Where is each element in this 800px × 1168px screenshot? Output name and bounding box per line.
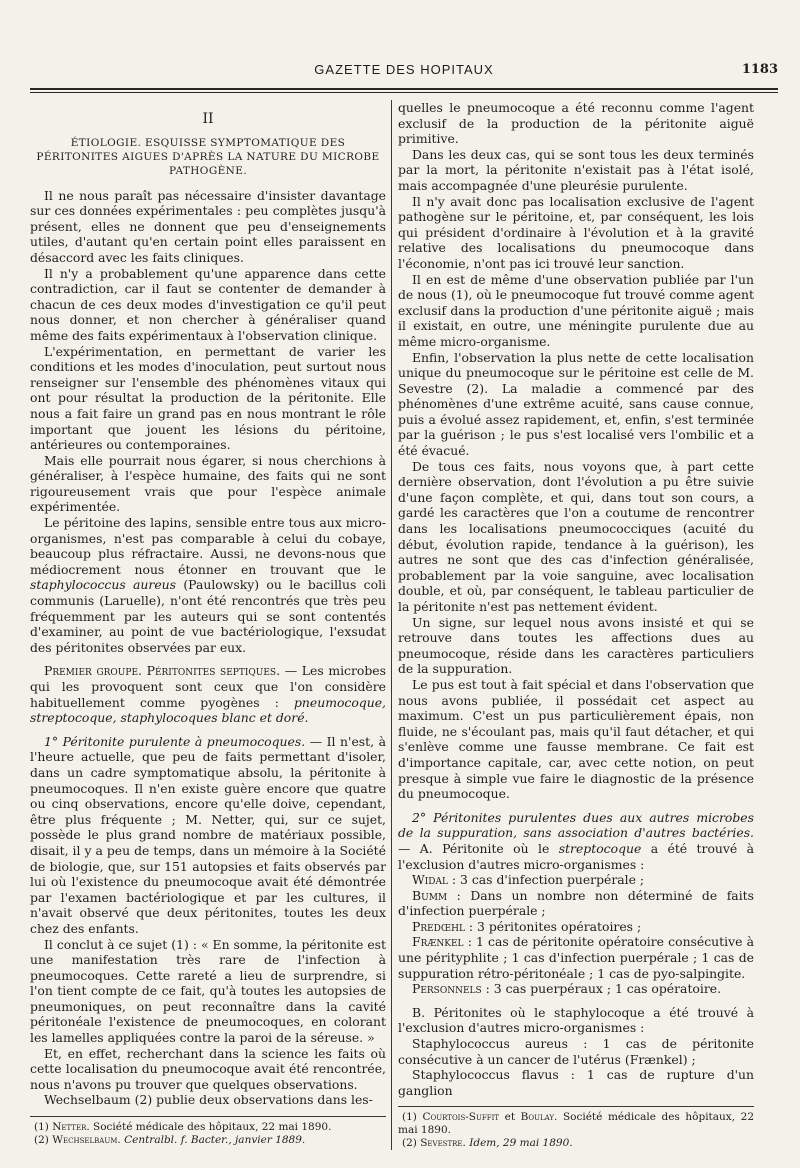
footnote: (2) Sevestre. Idem, 29 mai 1890. [402,1137,573,1150]
column-divider [391,100,392,1150]
paragraph: De tous ces faits, nous voyons que, à part cette dernière observation, dont l'évolution a pu être suivie d'une façon complète, et qui, dans tout son cours, a gardé les caractères que l'on a coutume de rencontrer dans les localisations pneumococciques (acuité du début, évolution rapide, tendance à la guérison), les autres ne sont que des cas d'infection généralisée, probablement par la voie sanguine, avec localisation double, et où, par conséquent, le tableau particulier de la péritonite n'est pas nettement évident. [398,458,754,614]
right-column [398,100,754,1150]
header-rule [30,88,778,90]
paragraph: Mais elle pourrait nous égarer, si nous cherchions à généraliser, à l'espèce humaine, des faits qui ne sont rigoureusement vrais que pour l'espèce animale expérimentée. [30,452,386,515]
paragraph: B. Péritonites où le staphylocoque a été trouvé à l'exclusion d'autres micro-organismes : [398,1004,754,1036]
paragraph: Staphylococcus flavus : 1 cas de rupture d'un ganglion [398,1067,754,1098]
paragraph: Le pus est tout à fait spécial et dans l'observation que nous avons publiée, il possédait cet aspect au maximum. C'est un pus particulièrement épais, non fluide, ne s'écoulant pas, mais qu'il faut détacher, et qui s'enlève comme une fausse membrane. Ce fait est d'importance capitale, car, avec cette notion, on peut presque à simple vue faire le diagnostic de la présence du pneumocoque. [398,676,754,802]
footnotes [30,1116,386,1147]
footnote: (1) Netter. Société médicale des hôpitaux, 22 mai 1890. [34,1121,332,1134]
list-item: Frænkel : 1 cas de péritonite opératoire consécutive à une pérityphlite ; 1 cas d'infection puerpérale ; 1 cas de suppuration rétro-péritonéale ; 1 cas de pyo-salpingite. [398,934,754,981]
journal-title: GAZETTE DES HOPITAUX [314,62,494,77]
newspaper-page [30,0,778,1168]
header-rule-thin [30,92,778,93]
list-item: Predœhl : 3 péritonites opératoires ; [412,918,642,934]
list-item: Bumm : Dans un nombre non déterminé de faits d'infection puerpérale ; [398,887,754,919]
left-column [30,100,386,1147]
paragraph: Il en est de même d'une observation publiée par l'un de nous (1), où le pneumocoque fut trouvé comme agent exclusif dans la production d'une péritonite aiguë ; mais il existait, en outre, une méningite purulente due au même micro-organisme. [398,271,754,349]
paragraph: Un signe, sur lequel nous avons insisté et qui se retrouve dans toutes les affections dues au pneumocoque, réside dans les caractères particuliers de la suppuration. [398,614,754,677]
paragraph: Il conclut à ce sujet (1) : « En somme, la péritonite est une manifestation très rare de l'infection à pneumocoques. Cette rareté a lieu de surprendre, si l'on tient compte de ce fait, qu'à toutes les autopsies de pneumoniques, on peut reconnaître dans la cavité péritonéale l'existence de pneumocoques, en colorant les lamelles appliquées contre la paroi de la séreuse. » [30,936,386,1046]
footnotes [398,1106,754,1150]
section-title: ÉTIOLOGIE. ESQUISSE SYMPTOMATIQUE DES PÉRITONITES AIGUES D'APRÈS LA NATURE DU MICROBE PATHOGÈNE. [36,136,380,177]
list-item: Personnels : 3 cas puerpéraux ; 1 cas opératoire. [412,981,722,997]
list-item: Widal : 3 cas d'infection puerpérale ; [412,872,645,888]
subsection: 2° Péritonites purulentes dues aux autres microbes de la suppuration, sans association d'autres bactéries. — A. Péritonite où le streptocoque a été trouvé à l'exclusion d'autres micro-organismes : [398,809,754,872]
paragraph: L'expérimentation, en permettant de varier les conditions et les modes d'inoculation, peut surtout nous renseigner sur l'ensemble des phénomènes vitaux qui ont pour résultat la production de la péritonite. Elle nous a fait faire un grand pas en nous montrant le rôle important que jouent les lésions du péritoine, antérieures ou contemporaines. [30,343,386,453]
subsection: 1° Péritonite purulente à pneumocoques. — Il n'est, à l'heure actuelle, que peu de faits permettant d'isoler, dans un cadre symptomatique absolu, la péritonite à pneumocoques. Il n'en existe guère encore que quatre ou cinq observations, encore qu'elle doive, cependant, être plus fréquente ; M. Netter, qui, sur ce sujet, possède le plus grand nombre de matériaux possible, disait, il y a peu de temps, dans un mémoire à la Société de biologie, que, sur 151 autopsies et faits observés par lui où l'existence du pneumocoque avait été démontrée par l'examen bactériologique et par les cultures, il n'avait observé que deux péritonites, toutes les deux chez des enfants. [30,733,386,936]
page-header [30,62,778,86]
paragraph: Il n'y avait donc pas localisation exclusive de l'agent pathogène sur le péritoine, et, par conséquent, les lois qui président d'ordinaire à l'évolution et à la gravité relative des localisations du pneumocoque dans l'économie, n'ont pas ici trouvé leur sanction. [398,193,754,271]
paragraph: Il n'y a probablement qu'une apparence dans cette contradiction, car il faut se contenter de demander à chacun de ces deux modes d'investigation ce qu'il peut nous donner, et non chercher à généraliser quand même des faits expérimentaux à l'observation clinique. [30,265,386,343]
paragraph: Enfin, l'observation la plus nette de cette localisation unique du pneumocoque sur le péritoine est celle de M. Sevestre (2). La maladie a commencé par des phénomènes d'une extrême acuité, sans cause connue, puis a évolué assez rapidement, et, enfin, s'est terminée par la guérison ; le pus s'est localisé vers l'ombilic et a été évacué. [398,349,754,459]
page-number: 1183 [741,62,778,77]
footnote: (1) Courtois-Suffit et Boulay. Société médicale des hôpitaux, 22 mai 1890. [398,1111,754,1137]
species-name: staphylococcus aureus [30,577,176,593]
group-heading: Premier groupe. Péritonites septiques. — Les microbes qui les provoquent sont ceux que l'on considère habituellement comme pyogènes : pneumocoque, streptocoque, staphylocoques blanc et doré. [30,663,386,726]
paragraph: Dans les deux cas, qui se sont tous les deux terminés par la mort, la péritonite n'existait pas à l'état isolé, mais accompagnée d'une pleurésie purulente. [398,146,754,193]
paragraph: Le péritoine des lapins, sensible entre tous aux micro-organismes, n'est pas comparable à celui du cobaye, beaucoup plus réfractaire. Aussi, ne devons-nous que médiocrement nous étonner en trouvant que le staphylococcus aureus (Paulowsky) ou le bacillus coli communis (Laruelle), n'ont été rencontrés que très peu fréquemment par les auteurs qui se sont contentés d'examiner, au point de vue bactériologique, l'exsudat des péritonites observées par eux. [30,515,387,655]
paragraph: quelles le pneumocoque a été reconnu comme l'agent exclusif de la production de la péritonite aiguë primitive. [398,100,754,147]
section-number: II [202,111,214,127]
paragraph: Il ne nous paraît pas nécessaire d'insister davantage sur ces données expérimentales : peu complètes jusqu'à présent, elles ne donnent que peu d'enseignements utiles, d'autant qu'en certain point elles paraissent en désaccord avec les faits cliniques. [30,187,386,265]
paragraph: Et, en effet, recherchant dans la science les faits où cette localisation du pneumocoque avait été rencontrée, nous n'avons pu trouver que quelques observations. [30,1045,386,1092]
footnote: (2) Wechselbaum. Centralbl. f. Bacter., janvier 1889. [34,1134,306,1147]
paragraph: Staphylococcus aureus : 1 cas de péritonite consécutive à un cancer de l'utérus (Frænkel) ; [398,1036,754,1067]
paragraph: Wechselbaum (2) publie deux observations dans les- [44,1092,373,1108]
